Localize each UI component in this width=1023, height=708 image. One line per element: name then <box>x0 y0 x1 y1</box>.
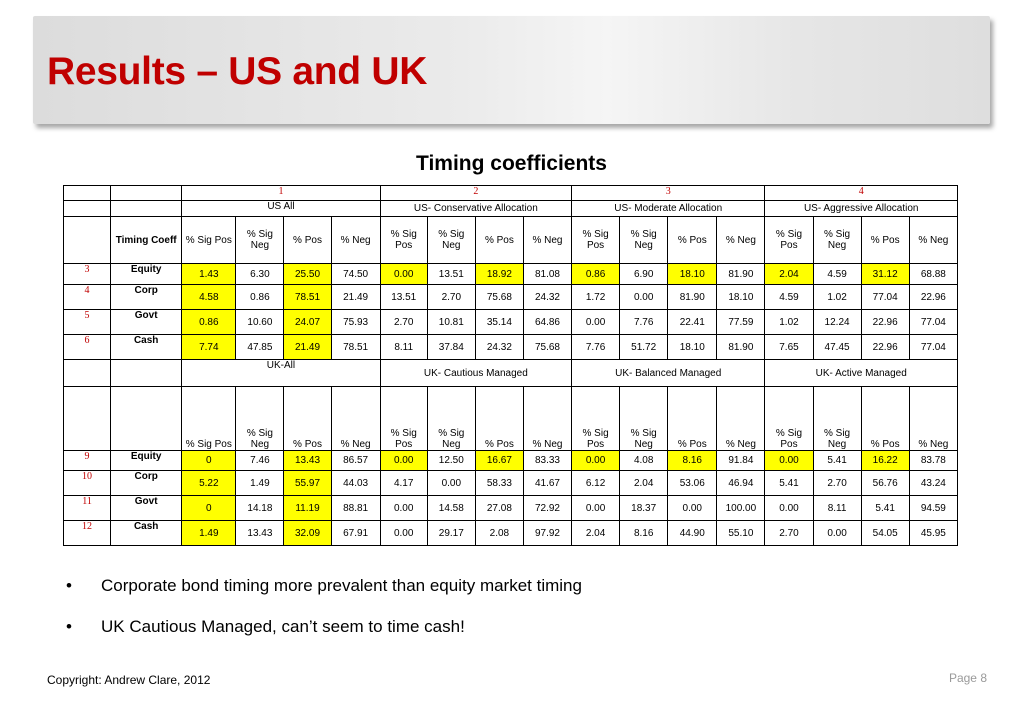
column-header: % Sig Neg <box>813 217 861 264</box>
column-header: % Pos <box>284 387 331 451</box>
value-cell: 44.03 <box>331 471 380 496</box>
column-header: % Sig Pos <box>572 217 620 264</box>
value-cell: 7.74 <box>182 335 236 360</box>
group-number: 3 <box>572 186 765 201</box>
value-cell: 74.50 <box>331 264 380 285</box>
row-number: 11 <box>64 496 111 521</box>
value-cell: 86.57 <box>331 451 380 471</box>
bullet-dot-icon: • <box>66 617 72 636</box>
value-cell: 6.30 <box>236 264 284 285</box>
column-header: % Pos <box>475 387 523 451</box>
uk-data-row <box>64 471 958 496</box>
value-cell: 1.49 <box>182 521 236 546</box>
value-cell: 7.76 <box>572 335 620 360</box>
value-cell: 22.96 <box>861 335 909 360</box>
group-name: UK- Balanced Managed <box>572 360 765 387</box>
bullet-text: UK Cautious Managed, can’t seem to time cash! <box>101 617 465 636</box>
value-cell: 0.00 <box>572 496 620 521</box>
row-label: Equity <box>111 264 182 285</box>
row-label: Corp <box>111 285 182 310</box>
group-number: 1 <box>182 186 380 201</box>
value-cell: 18.10 <box>668 264 717 285</box>
value-cell: 4.17 <box>380 471 427 496</box>
value-cell: 94.59 <box>909 496 957 521</box>
value-cell: 78.51 <box>331 335 380 360</box>
column-header: % Sig Pos <box>380 217 427 264</box>
empty-cell <box>111 186 182 201</box>
column-header: % Sig Pos <box>572 387 620 451</box>
column-header: % Sig Neg <box>620 217 668 264</box>
group-name: US- Moderate Allocation <box>572 201 765 217</box>
value-cell: 0.00 <box>765 496 813 521</box>
value-cell: 24.07 <box>284 310 331 335</box>
slide-title: Results – US and UK <box>47 50 428 93</box>
value-cell: 1.02 <box>813 285 861 310</box>
row-number: 5 <box>64 310 111 335</box>
value-cell: 0.00 <box>620 285 668 310</box>
uk-data-row <box>64 521 958 546</box>
row-number: 4 <box>64 285 111 310</box>
group-number: 2 <box>380 186 571 201</box>
value-cell: 6.90 <box>620 264 668 285</box>
value-cell: 46.94 <box>717 471 765 496</box>
value-cell: 58.33 <box>475 471 523 496</box>
value-cell: 53.06 <box>668 471 717 496</box>
value-cell: 77.59 <box>717 310 765 335</box>
value-cell: 22.96 <box>861 310 909 335</box>
value-cell: 2.08 <box>475 521 523 546</box>
value-cell: 21.49 <box>331 285 380 310</box>
value-cell: 0.86 <box>572 264 620 285</box>
value-cell: 6.12 <box>572 471 620 496</box>
bullet-item <box>66 576 582 596</box>
row-label: Equity <box>111 451 182 471</box>
row-number: 9 <box>64 451 111 471</box>
value-cell: 2.04 <box>765 264 813 285</box>
value-cell: 72.92 <box>523 496 571 521</box>
value-cell: 0.00 <box>668 496 717 521</box>
copyright-text: Copyright: Andrew Clare, 2012 <box>47 673 211 687</box>
empty-cell <box>64 360 111 387</box>
value-cell: 0.00 <box>572 451 620 471</box>
value-cell: 75.93 <box>331 310 380 335</box>
value-cell: 5.41 <box>861 496 909 521</box>
value-cell: 29.17 <box>427 521 475 546</box>
empty-cell <box>111 201 182 217</box>
value-cell: 18.37 <box>620 496 668 521</box>
empty-cell <box>64 387 111 451</box>
bullet-item <box>66 617 582 637</box>
value-cell: 7.76 <box>620 310 668 335</box>
us-data-row <box>64 310 958 335</box>
group-name: US- Conservative Allocation <box>380 201 571 217</box>
value-cell: 78.51 <box>284 285 331 310</box>
value-cell: 13.51 <box>380 285 427 310</box>
uk-data-row <box>64 451 958 471</box>
value-cell: 83.78 <box>909 451 957 471</box>
value-cell: 1.02 <box>765 310 813 335</box>
value-cell: 8.16 <box>668 451 717 471</box>
value-cell: 16.67 <box>475 451 523 471</box>
column-header: % Neg <box>717 387 765 451</box>
empty-cell <box>64 201 111 217</box>
row-number: 3 <box>64 264 111 285</box>
row-number: 12 <box>64 521 111 546</box>
value-cell: 0.00 <box>813 521 861 546</box>
group-name: UK-All <box>182 360 380 387</box>
value-cell: 24.32 <box>523 285 571 310</box>
uk-group-row <box>64 360 958 387</box>
value-cell: 77.04 <box>909 310 957 335</box>
column-header: % Pos <box>668 387 717 451</box>
value-cell: 32.09 <box>284 521 331 546</box>
column-header: % Neg <box>909 387 957 451</box>
value-cell: 2.04 <box>572 521 620 546</box>
empty-cell <box>111 360 182 387</box>
value-cell: 54.05 <box>861 521 909 546</box>
value-cell: 81.90 <box>717 335 765 360</box>
empty-cell <box>64 217 111 264</box>
timing-coefficients-table <box>63 185 958 546</box>
row-label: Cash <box>111 521 182 546</box>
us-data-row <box>64 285 958 310</box>
value-cell: 0.00 <box>380 496 427 521</box>
value-cell: 0.00 <box>380 264 427 285</box>
value-cell: 2.70 <box>765 521 813 546</box>
value-cell: 24.32 <box>475 335 523 360</box>
value-cell: 10.81 <box>427 310 475 335</box>
value-cell: 8.11 <box>380 335 427 360</box>
value-cell: 13.51 <box>427 264 475 285</box>
value-cell: 5.22 <box>182 471 236 496</box>
column-header: % Pos <box>284 217 331 264</box>
column-header: % Pos <box>861 387 909 451</box>
value-cell: 51.72 <box>620 335 668 360</box>
value-cell: 0 <box>182 496 236 521</box>
value-cell: 25.50 <box>284 264 331 285</box>
row-label: Corp <box>111 471 182 496</box>
value-cell: 55.97 <box>284 471 331 496</box>
value-cell: 0 <box>182 451 236 471</box>
value-cell: 67.91 <box>331 521 380 546</box>
value-cell: 4.58 <box>182 285 236 310</box>
value-cell: 1.72 <box>572 285 620 310</box>
value-cell: 0.00 <box>765 451 813 471</box>
uk-header-row <box>64 387 958 451</box>
column-header: % Sig Neg <box>620 387 668 451</box>
group-name: US All <box>182 201 380 217</box>
value-cell: 2.70 <box>813 471 861 496</box>
value-cell: 2.70 <box>380 310 427 335</box>
value-cell: 2.04 <box>620 471 668 496</box>
value-cell: 13.43 <box>284 451 331 471</box>
row-number: 6 <box>64 335 111 360</box>
value-cell: 0.00 <box>380 521 427 546</box>
value-cell: 1.43 <box>182 264 236 285</box>
value-cell: 7.65 <box>765 335 813 360</box>
group-name: UK- Active Managed <box>765 360 958 387</box>
group-name: US- Aggressive Allocation <box>765 201 958 217</box>
value-cell: 5.41 <box>765 471 813 496</box>
value-cell: 68.88 <box>909 264 957 285</box>
value-cell: 81.08 <box>523 264 571 285</box>
table-subtitle: Timing coefficients <box>416 152 607 175</box>
column-header: % Sig Neg <box>427 217 475 264</box>
value-cell: 22.41 <box>668 310 717 335</box>
column-header: % Neg <box>523 217 571 264</box>
value-cell: 14.18 <box>236 496 284 521</box>
value-cell: 22.96 <box>909 285 957 310</box>
value-cell: 81.90 <box>717 264 765 285</box>
us-header-row <box>64 217 958 264</box>
value-cell: 4.59 <box>765 285 813 310</box>
value-cell: 0.00 <box>572 310 620 335</box>
value-cell: 16.22 <box>861 451 909 471</box>
value-cell: 12.24 <box>813 310 861 335</box>
value-cell: 47.85 <box>236 335 284 360</box>
value-cell: 18.10 <box>717 285 765 310</box>
uk-data-row <box>64 496 958 521</box>
value-cell: 12.50 <box>427 451 475 471</box>
us-group-row <box>64 201 958 217</box>
column-header: % Sig Neg <box>236 387 284 451</box>
column-header: % Sig Pos <box>765 387 813 451</box>
timing-coeff-label: Timing Coeff <box>111 217 182 264</box>
bullet-text: Corporate bond timing more prevalent than equity market timing <box>101 576 582 595</box>
value-cell: 35.14 <box>475 310 523 335</box>
row-label: Cash <box>111 335 182 360</box>
value-cell: 21.49 <box>284 335 331 360</box>
row-label: Govt <box>111 310 182 335</box>
column-header: % Neg <box>717 217 765 264</box>
value-cell: 0.86 <box>182 310 236 335</box>
value-cell: 45.95 <box>909 521 957 546</box>
value-cell: 88.81 <box>331 496 380 521</box>
bullet-list <box>66 576 582 658</box>
value-cell: 18.10 <box>668 335 717 360</box>
value-cell: 97.92 <box>523 521 571 546</box>
value-cell: 4.59 <box>813 264 861 285</box>
column-header: % Neg <box>331 387 380 451</box>
value-cell: 81.90 <box>668 285 717 310</box>
value-cell: 37.84 <box>427 335 475 360</box>
value-cell: 4.08 <box>620 451 668 471</box>
value-cell: 11.19 <box>284 496 331 521</box>
value-cell: 55.10 <box>717 521 765 546</box>
value-cell: 75.68 <box>475 285 523 310</box>
us-data-row <box>64 335 958 360</box>
column-header: % Sig Neg <box>813 387 861 451</box>
value-cell: 0.00 <box>427 471 475 496</box>
column-header: % Sig Pos <box>182 387 236 451</box>
value-cell: 5.41 <box>813 451 861 471</box>
value-cell: 77.04 <box>861 285 909 310</box>
value-cell: 64.86 <box>523 310 571 335</box>
group-number: 4 <box>765 186 958 201</box>
value-cell: 31.12 <box>861 264 909 285</box>
bullet-dot-icon: • <box>66 576 72 595</box>
column-header: % Sig Neg <box>427 387 475 451</box>
empty-cell <box>64 186 111 201</box>
column-header: % Pos <box>475 217 523 264</box>
value-cell: 0.00 <box>380 451 427 471</box>
value-cell: 44.90 <box>668 521 717 546</box>
column-header: % Neg <box>331 217 380 264</box>
value-cell: 13.43 <box>236 521 284 546</box>
value-cell: 91.84 <box>717 451 765 471</box>
column-header: % Sig Pos <box>182 217 236 264</box>
value-cell: 83.33 <box>523 451 571 471</box>
value-cell: 2.70 <box>427 285 475 310</box>
column-header: % Sig Pos <box>765 217 813 264</box>
value-cell: 8.11 <box>813 496 861 521</box>
value-cell: 10.60 <box>236 310 284 335</box>
value-cell: 27.08 <box>475 496 523 521</box>
value-cell: 47.45 <box>813 335 861 360</box>
row-number: 10 <box>64 471 111 496</box>
column-header: % Pos <box>668 217 717 264</box>
page-number: Page 8 <box>948 671 987 685</box>
group-name: UK- Cautious Managed <box>380 360 571 387</box>
value-cell: 7.46 <box>236 451 284 471</box>
value-cell: 8.16 <box>620 521 668 546</box>
value-cell: 14.58 <box>427 496 475 521</box>
column-header: % Pos <box>861 217 909 264</box>
empty-cell <box>111 387 182 451</box>
column-header: % Sig Pos <box>380 387 427 451</box>
value-cell: 77.04 <box>909 335 957 360</box>
value-cell: 1.49 <box>236 471 284 496</box>
value-cell: 100.00 <box>717 496 765 521</box>
us-data-row <box>64 264 958 285</box>
row-label: Govt <box>111 496 182 521</box>
group-number-row <box>64 186 958 201</box>
column-header: % Sig Neg <box>236 217 284 264</box>
column-header: % Neg <box>909 217 957 264</box>
column-header: % Neg <box>523 387 571 451</box>
value-cell: 41.67 <box>523 471 571 496</box>
value-cell: 75.68 <box>523 335 571 360</box>
value-cell: 43.24 <box>909 471 957 496</box>
value-cell: 18.92 <box>475 264 523 285</box>
value-cell: 0.86 <box>236 285 284 310</box>
value-cell: 56.76 <box>861 471 909 496</box>
